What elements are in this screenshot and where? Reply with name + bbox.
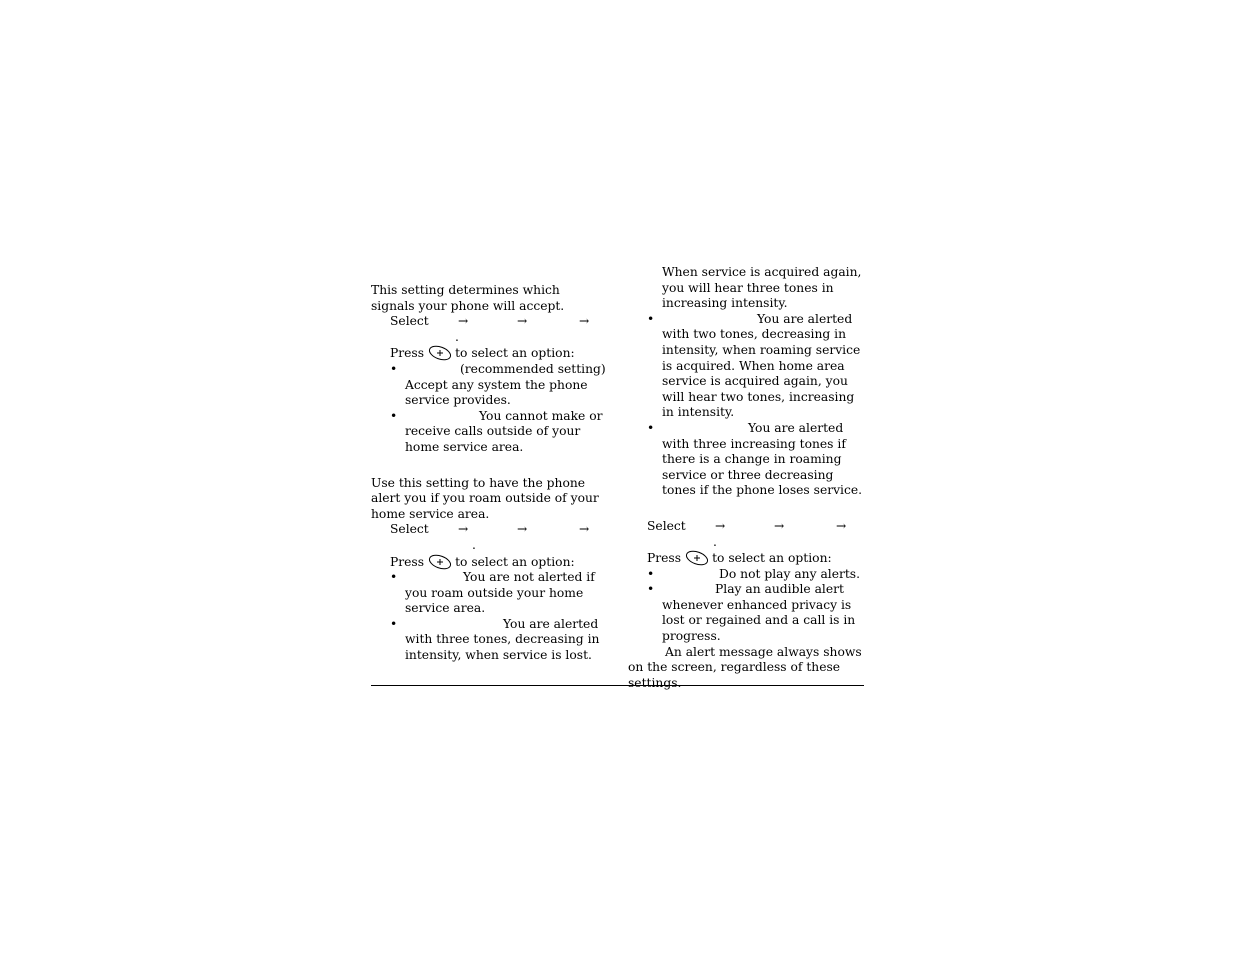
option-description-cont: whenever enhanced privacy is lost or regained and a call is in progress. (662, 597, 856, 644)
select-word: Select (390, 314, 429, 329)
to-select-text: to select an option: (712, 551, 832, 566)
period: . (472, 537, 476, 552)
bullet: • (647, 582, 655, 597)
to-select-text: to select an option: (455, 554, 575, 569)
press-word: Press (647, 551, 682, 566)
footer-rule (371, 685, 864, 686)
option-item (628, 582, 864, 644)
select-word: Select (647, 518, 686, 533)
option-description: You are alerted (503, 616, 599, 631)
bullet: • (647, 311, 655, 326)
option-description: You are not alerted if you roam outside your home service area. (405, 570, 595, 616)
bullet: • (390, 570, 398, 585)
left-column (371, 265, 607, 664)
arrow-icon: → (836, 518, 847, 533)
navigation-key-icon (428, 554, 452, 570)
select-word: Select (390, 522, 429, 537)
option-description-cont: three increasing tones if there is a change in roaming service or three decreasing tones if the phone loses service. (662, 436, 863, 498)
bullet: • (647, 566, 655, 581)
bullet: • (647, 420, 655, 435)
alert-select-step (371, 522, 607, 538)
select-step-continuation (371, 330, 607, 346)
option-item (371, 570, 607, 617)
option-description-cont: with three tones, decreasing in intensity, when service is lost. (405, 632, 600, 663)
privacy-press-step (628, 550, 864, 567)
arrow-icon: → (517, 314, 528, 329)
arrow-icon: → (579, 314, 590, 329)
select-step-continuation (371, 538, 607, 554)
privacy-select-step (628, 519, 864, 535)
signals-select-step (371, 314, 607, 330)
bullet: • (390, 361, 398, 376)
option-description-cont: with two tones, decreasing in intensity, when roaming service is acquired. When home area service is acquired again, you will hear two tones, increasing in intensity. (662, 327, 861, 420)
right-column (628, 265, 864, 691)
signals-press-step (371, 345, 607, 362)
to-select-text: to select an option: (455, 346, 575, 361)
option-description: Do not play any alerts. (719, 566, 861, 581)
option-description: You cannot make or receive calls outside of your home service area. (405, 408, 603, 454)
continued-description: When service is acquired again, you will hear three tones in increasing intensity. (662, 265, 862, 311)
bullet: • (390, 408, 398, 423)
option-item (371, 362, 607, 409)
option-item (628, 312, 864, 421)
alert-intro: Use this setting to have the phone alert you if you roam outside of your home service area. (371, 475, 599, 521)
option-item (371, 617, 607, 664)
arrow-icon: → (715, 518, 726, 533)
option-item (628, 567, 864, 583)
signals-intro: This setting determines which signals your phone will accept. (371, 283, 565, 313)
period: . (713, 534, 717, 549)
select-step-continuation (628, 535, 864, 551)
arrow-icon: → (517, 522, 528, 537)
note-body: An alert message always shows on the screen, regardless of these settings. (628, 644, 862, 690)
option-description: Accept any system the phone service provides. (405, 377, 588, 408)
arrow-icon: → (458, 314, 469, 329)
arrow-icon: → (774, 518, 785, 533)
press-word: Press (390, 554, 425, 569)
period: . (455, 329, 459, 344)
arrow-icon: → (458, 522, 469, 537)
option-note: (recommended setting) (460, 361, 606, 376)
option-description: You are alerted with (662, 420, 844, 451)
option-description: You are alerted (757, 311, 853, 326)
navigation-key-icon (685, 550, 709, 566)
arrow-icon: → (579, 522, 590, 537)
bullet: • (390, 616, 398, 631)
option-description: Play an audible alert (715, 582, 844, 597)
navigation-key-icon (428, 345, 452, 361)
option-item (628, 421, 864, 499)
option-item (371, 409, 607, 456)
press-word: Press (390, 346, 425, 361)
alert-press-step (371, 554, 607, 571)
